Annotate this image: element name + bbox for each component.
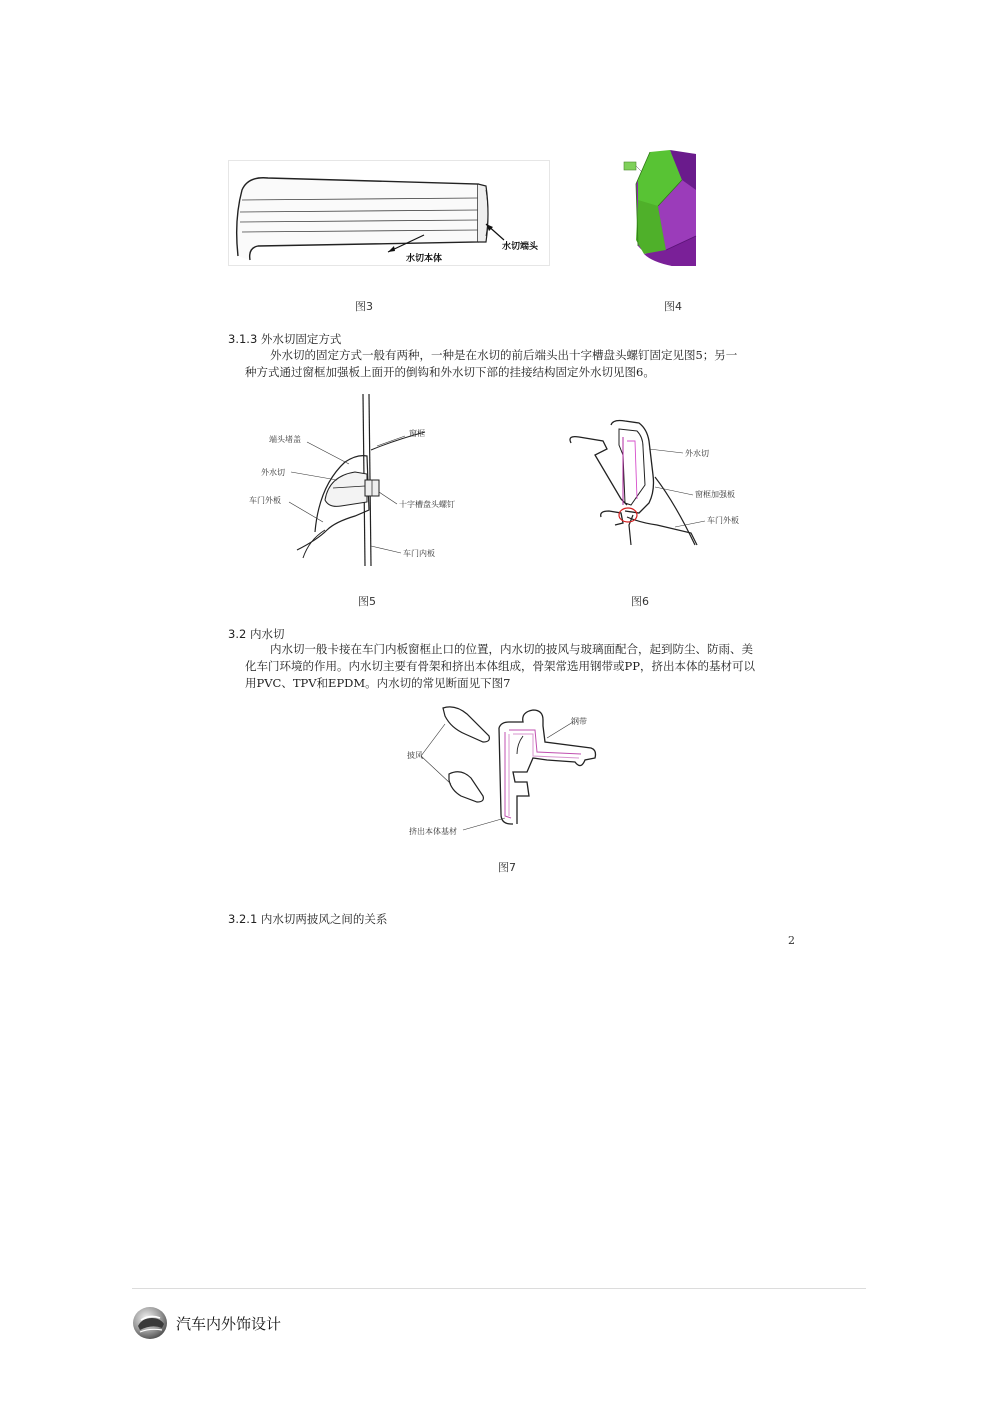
figure-6-label-reinforcement: 窗框加强板	[695, 490, 735, 499]
figure-5-label-outer-strip: 外水切	[261, 468, 285, 477]
section-3-1-3-paragraph-line-2: 种方式通过窗框加强板上面开的倒钩和外水切下部的挂接结构固定外水切见图6。	[245, 365, 655, 379]
figure-3-caption: 图3	[355, 300, 373, 313]
figure-6-label-outer-strip: 外水切	[685, 449, 709, 458]
figure-4-drawing	[622, 150, 698, 270]
figure-6-drawing	[565, 415, 765, 555]
figure-7-label-steel: 钢带	[571, 717, 587, 726]
figure-6-label-outer-panel: 车门外板	[707, 516, 739, 525]
figure-7-label-lip: 披风	[407, 751, 423, 760]
figure-5-label-inner-panel: 车门内板	[403, 549, 435, 558]
section-3-2-paragraph-line-1: 内水切一般卡接在车门内板窗框止口的位置，内水切的披风与玻璃面配合，起到防尘、防雨、美	[270, 642, 753, 656]
figure-6-caption: 图6	[631, 595, 649, 608]
section-3-2-1-heading: 3.2.1 内水切两披风之间的关系	[228, 912, 388, 926]
figure-7-drawing	[405, 700, 615, 845]
section-3-2-heading: 3.2 内水切	[228, 627, 285, 641]
footer-title: 汽车内外饰设计	[176, 1315, 282, 1333]
figure-3-label-end: 水切端头	[502, 242, 539, 252]
page-number: 2	[788, 934, 795, 947]
section-3-2-paragraph-line-2: 化车门环境的作用。内水切主要有骨架和挤出本体组成，骨架常选用钢带或PP，挤出本体的基材可以	[245, 659, 755, 673]
figure-7-caption: 图7	[498, 861, 516, 874]
car-logo-icon	[132, 1306, 168, 1340]
section-3-2-paragraph-line-3: 用PVC、TPV和EPDM。内水切的常见断面见下图7	[245, 676, 511, 690]
figure-3-drawing	[228, 160, 550, 266]
section-3-1-3-heading: 3.1.3 外水切固定方式	[228, 332, 342, 346]
figure-5-label-end-cap: 端头堵盖	[269, 435, 301, 444]
section-3-1-3-paragraph-line-1: 外水切的固定方式一般有两种，一种是在水切的前后端头出十字槽盘头螺钉固定见图5；另一	[270, 348, 738, 362]
figure-5-label-outer-panel: 车门外板	[249, 496, 281, 505]
figure-5-drawing	[245, 390, 475, 568]
footer-divider	[132, 1288, 866, 1289]
figure-5-label-screw: 十字槽盘头螺钉	[399, 500, 455, 509]
figure-7-label-base: 挤出本体基材	[409, 827, 457, 836]
figure-5-caption: 图5	[358, 595, 376, 608]
figure-3-label-body: 水切本体	[406, 254, 443, 264]
figure-4-caption: 图4	[664, 300, 682, 313]
figure-5-label-frame: 窗框	[409, 429, 425, 438]
